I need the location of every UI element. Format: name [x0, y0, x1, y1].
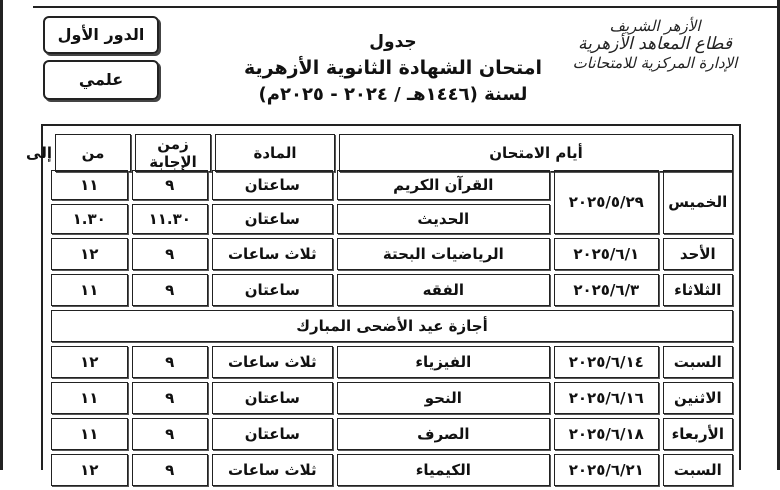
to-cell: ١٢ [51, 238, 128, 270]
subject-cell: الصرف [337, 418, 550, 450]
subject-cell: الفقه [337, 274, 550, 306]
duration-cell: ثلاث ساعات [212, 238, 333, 270]
date-cell: ٢٠٢٥/٥/٢٩ [554, 170, 659, 234]
track-badge: علمي [43, 60, 159, 100]
duration-cell: ساعتان [212, 418, 333, 450]
header-days: أيام الامتحان [339, 134, 733, 172]
table-row [51, 346, 733, 378]
subject-cell: الفيزياء [337, 346, 550, 378]
date-cell: ٢٠٢٥/٦/١٤ [554, 346, 659, 378]
logo-line-2: قطاع المعاهد الأزهرية [577, 34, 733, 55]
day-cell: الخميس [663, 170, 733, 234]
to-cell: ١٢ [51, 346, 128, 378]
duration-cell: ثلاث ساعات [212, 346, 333, 378]
from-cell: ٩ [132, 238, 208, 270]
to-cell: ١٢ [51, 454, 128, 486]
table-header-row: أيام الامتحان المادة زمن الإجابة من إلى [51, 134, 733, 172]
duration-cell: ساعتان [212, 382, 333, 414]
date-cell: ٢٠٢٥/٦/١ [554, 238, 659, 270]
table-row [51, 418, 733, 450]
date-cell: ٢٠٢٥/٦/٣ [554, 274, 659, 306]
title-line-3: لسنة (١٤٤٦هـ / ٢٠٢٤ - ٢٠٢٥م) [258, 84, 528, 105]
round-badge: الدور الأول [43, 16, 159, 54]
subject-cell: الكيمياء [337, 454, 550, 486]
table-row [51, 170, 733, 200]
title-line-2: امتحان الشهادة الثانوية الأزهرية [243, 57, 543, 79]
title-line-1: جدول [369, 32, 417, 52]
date-cell: ٢٠٢٥/٦/٢١ [554, 454, 659, 486]
table-row [51, 382, 733, 414]
header-from: من [55, 134, 131, 172]
from-cell: ١١.٣٠ [132, 204, 208, 234]
azhar-logo [555, 18, 755, 108]
exam-schedule-body [47, 166, 737, 490]
header-subject: المادة [215, 134, 335, 172]
to-cell: ١١ [51, 170, 128, 200]
subject-cell: القرآن الكريم [337, 170, 550, 200]
from-cell: ٩ [132, 346, 208, 378]
duration-cell: ساعتان [212, 170, 333, 200]
top-border [33, 6, 777, 8]
day-cell: الاثنين [663, 382, 733, 414]
logo-line-3: الإدارة المركزية للامتحانات [572, 53, 738, 72]
from-cell: ٩ [132, 454, 208, 486]
from-cell: ٩ [132, 382, 208, 414]
table-row [51, 454, 733, 486]
subject-cell: الحديث [337, 204, 550, 234]
subject-cell: الرياضيات البحتة [337, 238, 550, 270]
to-cell: ١١ [51, 274, 128, 306]
table-row [51, 238, 733, 270]
from-cell: ٩ [132, 418, 208, 450]
logo-line-1: الأزهر الشريف [609, 17, 701, 35]
day-cell: السبت [663, 454, 733, 486]
duration-cell: ساعتان [212, 204, 333, 234]
to-cell: ١.٣٠ [51, 204, 128, 234]
holiday-row [51, 310, 733, 342]
day-cell: الثلاثاء [663, 274, 733, 306]
header-duration: زمن الإجابة [135, 134, 211, 172]
to-cell: ١١ [51, 382, 128, 414]
from-cell: ٩ [132, 170, 208, 200]
holiday-cell: أجازة عيد الأضحى المبارك [51, 310, 733, 342]
date-cell: ٢٠٢٥/٦/١٨ [554, 418, 659, 450]
table-row [51, 274, 733, 306]
from-cell: ٩ [132, 274, 208, 306]
duration-cell: ساعتان [212, 274, 333, 306]
document-title [233, 30, 553, 108]
day-cell: السبت [663, 346, 733, 378]
day-cell: الأحد [663, 238, 733, 270]
day-cell: الأربعاء [663, 418, 733, 450]
duration-cell: ثلاث ساعات [212, 454, 333, 486]
date-cell: ٢٠٢٥/٦/١٦ [554, 382, 659, 414]
to-cell: ١١ [51, 418, 128, 450]
subject-cell: النحو [337, 382, 550, 414]
